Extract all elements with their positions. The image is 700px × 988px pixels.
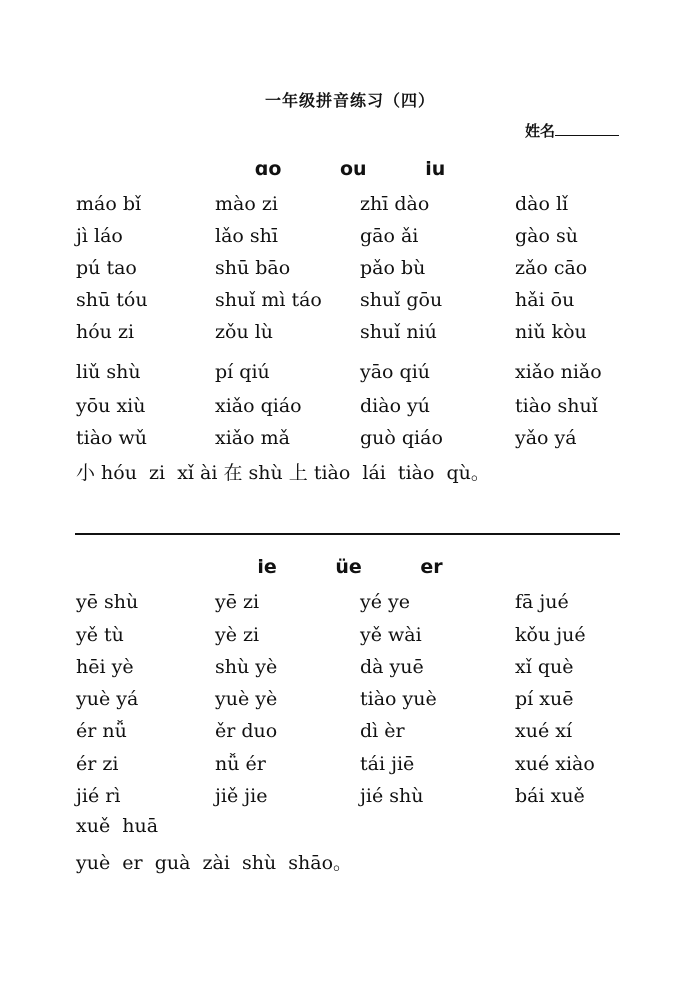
section2-heading xyxy=(0,556,700,578)
pinyin-cell: yé ye xyxy=(360,591,410,613)
pinyin-cell: shū bāo xyxy=(215,257,291,279)
name-field xyxy=(525,120,619,141)
pinyin-cell: yuè yá xyxy=(76,688,139,710)
pinyin-cell: shù yè xyxy=(215,656,278,678)
pinyin-cell: xiǎo niǎo xyxy=(515,361,602,383)
pinyin-cell: hēi yè xyxy=(76,656,134,678)
pinyin-cell: xué xí xyxy=(515,720,573,742)
section1-heading-item: ou xyxy=(340,158,367,180)
pinyin-cell: hǎi ōu xyxy=(515,289,575,311)
name-blank-line[interactable] xyxy=(555,121,619,136)
pinyin-cell: zhī dào xyxy=(360,193,430,215)
section2-extra: xuě huā xyxy=(76,815,159,837)
section-divider xyxy=(75,533,620,535)
name-label: 姓名 xyxy=(525,122,556,140)
pinyin-cell: shuǐ mì táo xyxy=(215,289,322,311)
pinyin-cell: jié shù xyxy=(360,785,424,807)
pinyin-cell: gào sù xyxy=(515,225,578,247)
pinyin-cell: zǎo cāo xyxy=(515,257,588,279)
section2-heading-item: ie xyxy=(257,556,277,578)
pinyin-cell: xiǎo mǎ xyxy=(215,427,290,449)
pinyin-cell: shuǐ gōu xyxy=(360,289,443,311)
pinyin-cell: tiào yuè xyxy=(360,688,437,710)
pinyin-cell: zǒu lù xyxy=(215,321,274,343)
page-title: 一年级拼音练习（四） xyxy=(264,91,435,110)
pinyin-cell: gāo ǎi xyxy=(360,225,419,247)
pinyin-cell: yē zi xyxy=(215,591,260,613)
pinyin-cell: guò qiáo xyxy=(360,427,443,449)
pinyin-cell: diào yú xyxy=(360,395,431,417)
section2-heading-item: üe xyxy=(335,556,362,578)
section1-heading-item: iu xyxy=(425,158,446,180)
pinyin-cell: yē shù xyxy=(76,591,139,613)
pinyin-cell: jiě jie xyxy=(215,785,268,807)
pinyin-cell: máo bǐ xyxy=(76,193,142,215)
pinyin-cell: xiǎo qiáo xyxy=(215,395,302,417)
pinyin-cell: yě wài xyxy=(360,624,422,646)
pinyin-cell: pí qiú xyxy=(215,361,270,383)
pinyin-cell: jié rì xyxy=(76,785,121,807)
pinyin-cell: bái xuě xyxy=(515,785,585,807)
pinyin-cell: kǒu jué xyxy=(515,624,586,646)
pinyin-cell: xué xiào xyxy=(515,753,595,775)
pinyin-cell: ér nǚ xyxy=(76,720,127,742)
section1-sentence: 小 hóu zi xǐ ài 在 shù 上 tiào lái tiào qù。 xyxy=(76,462,490,484)
pinyin-cell: niǔ kòu xyxy=(515,321,587,343)
pinyin-cell: pǎo bù xyxy=(360,257,426,279)
section1-heading xyxy=(0,158,700,180)
pinyin-cell: yǎo yá xyxy=(515,427,577,449)
pinyin-cell: yè zi xyxy=(215,624,260,646)
pinyin-cell: pí xuē xyxy=(515,688,574,710)
pinyin-cell: fā jué xyxy=(515,591,569,613)
pinyin-cell: shuǐ niú xyxy=(360,321,437,343)
pinyin-cell: yuè yè xyxy=(215,688,278,710)
pinyin-cell: yāo qiú xyxy=(360,361,431,383)
pinyin-cell: ěr duo xyxy=(215,720,278,742)
pinyin-cell: yě tù xyxy=(76,624,124,646)
pinyin-cell: shū tóu xyxy=(76,289,148,311)
section1-heading-item: ɑo xyxy=(254,158,282,180)
section2-heading-item: er xyxy=(420,556,443,578)
pinyin-cell: tiào shuǐ xyxy=(515,395,598,417)
pinyin-cell: jì láo xyxy=(76,225,123,247)
pinyin-cell: ér zi xyxy=(76,753,119,775)
pinyin-cell: dì èr xyxy=(360,720,405,742)
pinyin-cell: lǎo shī xyxy=(215,225,278,247)
pinyin-cell: liǔ shù xyxy=(76,361,141,383)
pinyin-cell: xǐ què xyxy=(515,656,574,678)
pinyin-cell: mào zi xyxy=(215,193,278,215)
pinyin-cell: dào lǐ xyxy=(515,193,569,215)
pinyin-cell: hóu zi xyxy=(76,321,135,343)
pinyin-cell: tiào wǔ xyxy=(76,427,148,449)
section2-sentence: yuè er guà zài shù shāo。 xyxy=(76,852,353,874)
pinyin-cell: tái jiē xyxy=(360,753,415,775)
pinyin-cell: nǚ ér xyxy=(215,753,266,775)
pinyin-cell: yōu xiù xyxy=(76,395,146,417)
pinyin-cell: dà yuē xyxy=(360,656,424,678)
pinyin-cell: pú tao xyxy=(76,257,137,279)
